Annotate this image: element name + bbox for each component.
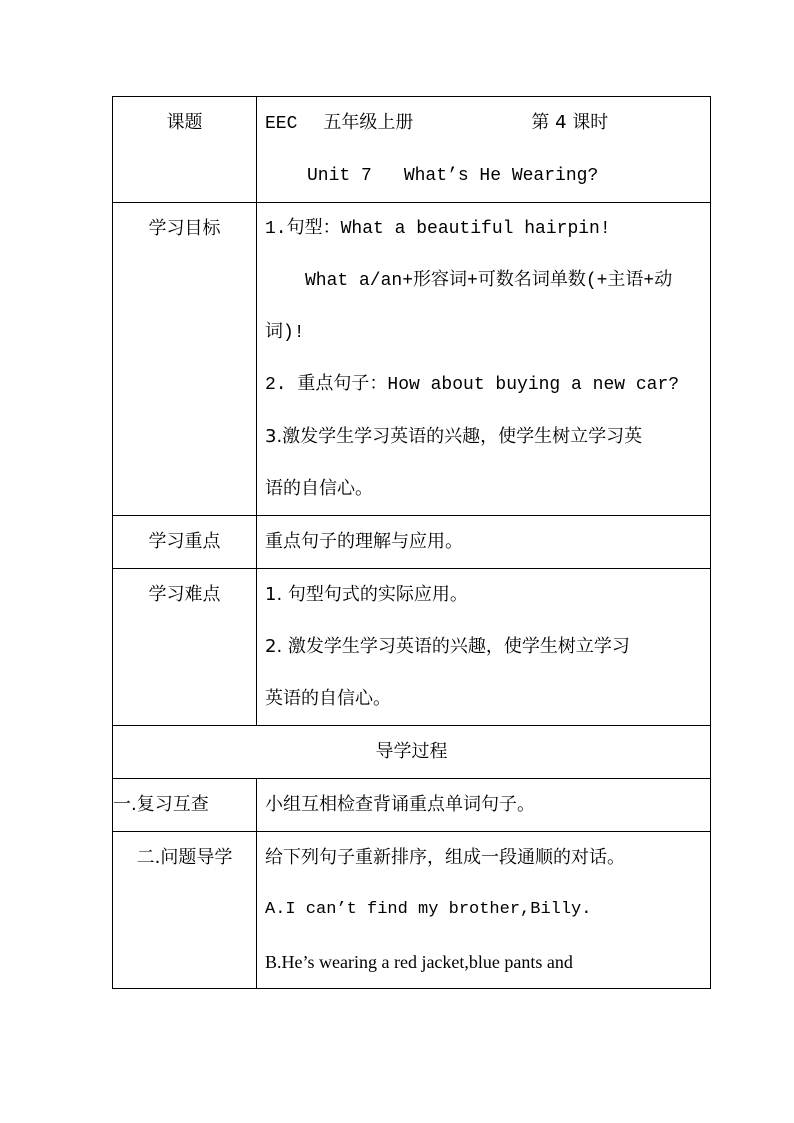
grade-name: 五年级上册 bbox=[323, 112, 414, 133]
lesson-plan-table bbox=[112, 96, 711, 989]
process-header: 导学过程 bbox=[113, 726, 711, 779]
key-points-label: 学习重点 bbox=[113, 516, 257, 569]
guide-line: B.He’s wearing a red jacket,blue pants and bbox=[265, 952, 573, 972]
goal-line: 1.句型：What a beautiful hairpin! bbox=[265, 219, 611, 239]
title-row bbox=[113, 97, 711, 203]
difficulty-line: 英语的自信心。 bbox=[265, 688, 391, 709]
difficulties-label: 学习难点 bbox=[113, 569, 257, 726]
guide-line: 给下列句子重新排序，组成一段通顺的对话。 bbox=[265, 847, 625, 868]
goal-line: 语的自信心。 bbox=[265, 478, 373, 499]
goal-line: 3.激发学生学习英语的兴趣，使学生树立学习英 bbox=[265, 426, 643, 447]
unit-title: What’s He Wearing? bbox=[403, 166, 599, 186]
guide-label: 二.问题导学 bbox=[113, 832, 257, 989]
key-points-row bbox=[113, 516, 711, 569]
topic-content bbox=[257, 97, 711, 203]
review-row bbox=[113, 779, 711, 832]
goals-label: 学习目标 bbox=[113, 203, 257, 516]
process-header-row bbox=[113, 726, 711, 779]
key-points-text: 重点句子的理解与应用。 bbox=[257, 516, 711, 569]
goal-line: 2. 重点句子：How about buying a new car? bbox=[265, 375, 680, 395]
course-name: EEC bbox=[265, 114, 298, 134]
guide-row bbox=[113, 832, 711, 989]
unit-number: Unit 7 bbox=[307, 166, 372, 186]
lesson-number: 第 4 课时 bbox=[531, 112, 609, 133]
review-label: 一.复习互查 bbox=[113, 779, 257, 832]
topic-label: 课题 bbox=[113, 97, 257, 203]
goals-row bbox=[113, 203, 711, 516]
review-text: 小组互相检查背诵重点单词句子。 bbox=[257, 779, 711, 832]
goals-content bbox=[257, 203, 711, 516]
difficulties-row bbox=[113, 569, 711, 726]
difficulty-line: 2. 激发学生学习英语的兴趣，使学生树立学习 bbox=[265, 636, 630, 657]
difficulties-content bbox=[257, 569, 711, 726]
guide-line: A.I can’t find my brother,Billy. bbox=[265, 900, 592, 919]
goal-line: 词)! bbox=[265, 323, 305, 343]
guide-content bbox=[257, 832, 711, 989]
topic-line-2 bbox=[265, 150, 706, 202]
goal-line: What a/an+形容词+可数名词单数(+主语+动 bbox=[305, 271, 673, 291]
difficulty-line: 1. 句型句式的实际应用。 bbox=[265, 584, 468, 605]
topic-line-1 bbox=[265, 97, 706, 150]
